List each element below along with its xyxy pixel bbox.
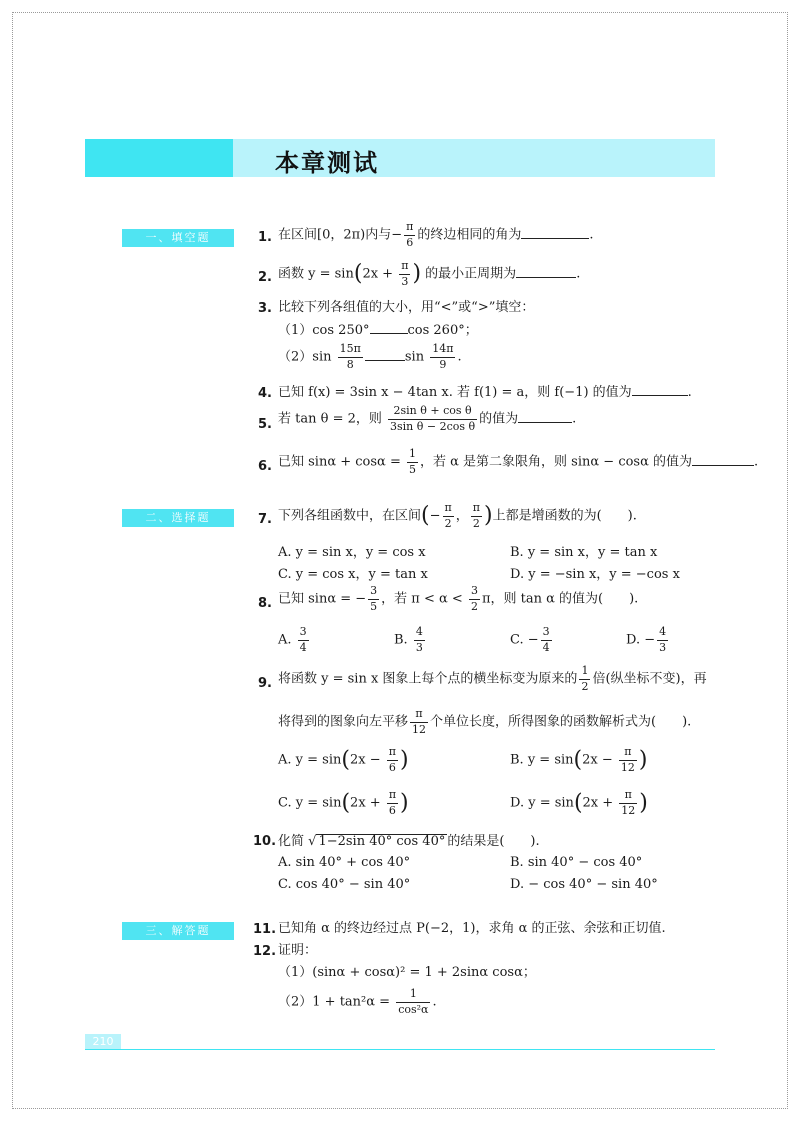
- question-number: 12.: [253, 944, 277, 959]
- footer-rule: [85, 1049, 715, 1050]
- option-d[interactable]: D. − $\frac{4}{3}$: [626, 625, 667, 654]
- option-d[interactable]: D. y = sin(2x + $\frac{\pi}{12}$ ): [510, 788, 648, 817]
- option-c[interactable]: C. y = cos x，y = tan x: [278, 567, 428, 582]
- title-accent-block: [85, 139, 233, 177]
- option-b[interactable]: B. sin 40° − cos 40°: [510, 855, 643, 870]
- fraction: $\frac{\pi}{6}$: [406, 220, 414, 249]
- fraction: $\frac{1}{2}$: [581, 664, 589, 693]
- answer-blank[interactable]: [692, 456, 754, 466]
- option-d[interactable]: D. y = −sin x，y = −cos x: [510, 567, 680, 582]
- question-12-part-1: （1）(sinα + cosα)² = 1 + 2sinα cosα；: [278, 965, 536, 980]
- option-a[interactable]: A. y = sin x，y = cos x: [278, 545, 426, 560]
- question-number: 2.: [258, 270, 272, 285]
- question-number: 9.: [258, 676, 272, 691]
- question-number: 3.: [258, 301, 272, 316]
- option-b[interactable]: B. y = sin x，y = tan x: [510, 545, 658, 560]
- question-3: 比较下列各组值的大小，用“<”或“>”填空：: [278, 300, 535, 315]
- option-a[interactable]: A. sin 40° + cos 40°: [278, 855, 411, 870]
- question-text: 的值为: [479, 411, 519, 427]
- question-number: 4.: [258, 386, 272, 401]
- answer-blank[interactable]: [370, 324, 408, 334]
- question-text: π，则 tan α 的值为( ).: [481, 591, 639, 607]
- answer-blank[interactable]: [632, 386, 688, 396]
- option-b[interactable]: B. y = sin(2x − $\frac{\pi}{12}$ ): [510, 745, 648, 774]
- option-d[interactable]: D. − cos 40° − sin 40°: [510, 877, 658, 892]
- answer-blank[interactable]: [516, 268, 576, 278]
- question-3-part-1: （1）cos 250° cos 260°；: [278, 323, 478, 338]
- option-c[interactable]: C. − $\frac{3}{4}$: [510, 625, 550, 654]
- chapter-title: 本章测试: [275, 149, 379, 177]
- option-a[interactable]: A. $\frac{3}{4}$: [278, 625, 307, 654]
- question-2: 函数 y = sin(2x + $\frac{\pi}{3}$ ) 的最小正周期为 .: [278, 259, 581, 288]
- fraction: $\frac{3}{2}$: [470, 584, 478, 613]
- question-text: 上都是增函数的为( ).: [492, 508, 637, 524]
- question-10: 化简 √ 1−2sin 40° cos 40° 的结果是( ).: [278, 834, 540, 849]
- question-text: 的最小正周期为: [425, 266, 517, 282]
- answer-blank[interactable]: [521, 229, 589, 239]
- question-text: 若 tan θ = 2，则: [278, 411, 382, 427]
- option-c[interactable]: C. y = sin(2x + $\frac{\pi}{6}$ ): [278, 788, 409, 817]
- section-label-fill-blank: 一、填空题: [122, 229, 234, 247]
- question-text: 的结果是( ).: [447, 834, 540, 849]
- question-9-line-2: [278, 708, 691, 736]
- question-number: 11.: [253, 922, 277, 937]
- chapter-title-bar: [85, 139, 715, 177]
- question-11: 已知角 α 的终边经过点 P(−2，1)，求角 α 的正弦、余弦和正切值.: [278, 921, 666, 936]
- question-12-part-2: （2）1 + tan²α = $\frac{1}{\text{cos²α}}$ .: [278, 987, 437, 1016]
- question-number: 7.: [258, 512, 272, 527]
- section-label-multiple-choice: 二、选择题: [122, 509, 234, 527]
- fraction: $\frac{1}{5}$: [409, 447, 416, 476]
- square-root: 1−2sin 40° cos 40°: [318, 834, 446, 849]
- question-text: 函数 y = sin: [278, 266, 354, 282]
- fraction: $\frac{\pi}{2}$: [444, 501, 452, 530]
- question-6: 已知 sinα + cosα = $\frac{1}{5}$ ，若 α 是第二象限角，则 sinα − cosα 的值为 .: [278, 447, 759, 476]
- question-3-part-2: （2）sin $\frac{15\pi}{8}$ sin $\frac{14\pi}{9}$ .: [278, 342, 462, 371]
- question-text: 下列各组函数中，在区间: [278, 508, 422, 524]
- question-12: 证明：: [278, 943, 318, 958]
- question-number: 6.: [258, 459, 272, 474]
- question-8: [278, 585, 638, 613]
- question-text: 已知 sinα + cosα =: [278, 454, 405, 470]
- question-number: 1.: [258, 230, 272, 245]
- option-b[interactable]: B. $\frac{4}{3}$: [394, 625, 423, 654]
- page-number: 210: [85, 1034, 121, 1050]
- question-text: 的终边相同的角为: [417, 227, 522, 243]
- question-7: 下列各组函数中，在区间(− $\frac{\pi}{2}$ ， $\frac{\pi}{2}$ )上都是增函数的为( ).: [278, 501, 637, 530]
- question-text: 在区间[0，2π)内与−: [278, 227, 403, 243]
- question-text: 将函数 y = sin x 图象上每个点的横坐标变为原来的: [278, 671, 578, 687]
- question-text: 个单位长度，所得图象的函数解析式为( ).: [430, 714, 692, 730]
- fraction: $\frac{\pi}{2}$: [472, 501, 480, 530]
- fraction: $\frac{\pi}{3}$: [401, 259, 409, 288]
- fraction: $\frac{3}{5}$: [370, 584, 378, 613]
- fraction: $\frac{\text{2sin θ + cos θ}}{\text{3sin θ − 2cos θ}}$: [390, 404, 476, 433]
- fraction: $\frac{15\pi}{8}$: [339, 342, 361, 371]
- fraction: $\frac{1}{\text{cos²α}}$: [398, 987, 429, 1016]
- question-text: 已知 sinα = −: [278, 591, 367, 607]
- question-4: 已知 f(x) = 3sin x − 4tan x. 若 f(1) = a，则 f(−1) 的值为 .: [278, 385, 692, 400]
- question-text: 化简: [278, 834, 305, 849]
- question-text: 已知 f(x) = 3sin x − 4tan x. 若 f(1) = a，则 f(−1) 的值为: [278, 385, 632, 400]
- question-text: 倍(纵坐标不变)，再: [592, 671, 707, 687]
- section-label-answer: 三、解答题: [122, 922, 234, 940]
- fraction: $\frac{14\pi}{9}$: [432, 342, 454, 371]
- question-1: 在区间[0，2π)内与− $\frac{\pi}{6}$ 的终边相同的角为 .: [278, 220, 594, 249]
- question-text: ，若 α 是第二象限角，则 sinα − cosα 的值为: [420, 454, 693, 470]
- option-a[interactable]: A. y = sin(2x − $\frac{\pi}{6}$ ): [278, 745, 409, 774]
- answer-blank[interactable]: [365, 351, 405, 361]
- answer-blank[interactable]: [518, 413, 572, 423]
- question-text: 将得到的图象向左平移: [278, 714, 409, 730]
- question-number: 10.: [253, 834, 277, 849]
- question-text: ，若 π < α <: [381, 591, 467, 607]
- question-number: 8.: [258, 596, 272, 611]
- question-5: 若 tan θ = 2，则 $\frac{\text{2sin θ + cos θ}}{\text{3sin θ − 2cos θ}}$ 的值为 .: [278, 404, 577, 433]
- fraction: $\frac{\pi}{12}$: [412, 707, 427, 736]
- question-number: 5.: [258, 417, 272, 432]
- option-c[interactable]: C. cos 40° − sin 40°: [278, 877, 411, 892]
- question-9: [278, 665, 707, 693]
